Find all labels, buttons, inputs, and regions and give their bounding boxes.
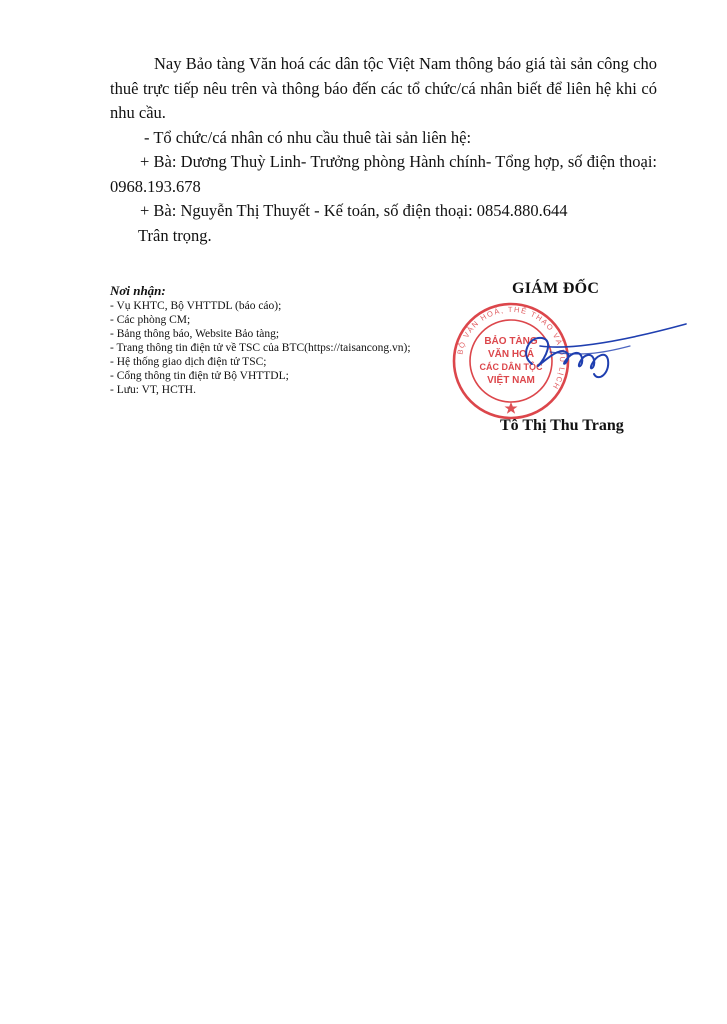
recipients-heading: Nơi nhận: — [110, 283, 166, 298]
recipient-item: - Các phòng CM; — [110, 314, 191, 326]
closing-line: Trân trọng. — [138, 225, 212, 245]
contact-intro: - Tổ chức/cá nhân có nhu cầu thuê tài sản liên hệ: — [144, 127, 472, 147]
stamp-line-2: VĂN HOÁ — [487, 349, 535, 360]
handwritten-signature-icon — [510, 316, 690, 386]
recipients-block — [110, 284, 450, 397]
stamp-line-4: VIỆT NAM — [487, 375, 535, 386]
recipient-item: - Vụ KHTC, Bộ VHTTDL (báo cáo); — [110, 300, 282, 312]
recipients-list — [110, 299, 450, 397]
announcement-paragraph: Nay Bảo tàng Văn hoá các dân tộc Việt Nam thông báo giá tài sản công cho thuê trực tiếp nêu trên và thông báo đến các tổ chức/cá nhân biết để liên hệ khi có nhu cầu. — [110, 54, 657, 122]
signer-title: GIÁM ĐỐC — [512, 280, 600, 297]
recipient-item: - Cổng thông tin điện tử Bộ VHTTDL; — [110, 370, 289, 382]
recipient-item: - Bảng thông báo, Website Bảo tàng; — [110, 328, 280, 340]
signer-name: Tô Thị Thu Trang — [500, 417, 624, 434]
contact-item-1: + Bà: Dương Thuỳ Linh- Trưởng phòng Hành chính- Tổng hợp, số điện thoại: 0968.193.678 — [110, 152, 657, 196]
contact-item-2: + Bà: Nguyễn Thị Thuyết - Kế toán, số điện thoại: 0854.880.644 — [140, 201, 568, 220]
stamp-star-icon — [505, 402, 518, 414]
recipient-item: - Lưu: VT, HCTH. — [110, 384, 196, 396]
stamp-line-3: CÁC DÂN TỘC — [479, 362, 543, 372]
letter-body — [110, 52, 657, 248]
stamp-ring-text: BỘ VĂN HOÁ, THỂ THAO VÀ DU LỊCH — [455, 304, 568, 392]
stamp-line-1: BẢO TÀNG — [484, 336, 538, 347]
recipient-item: - Hệ thống giao dịch điện tử TSC; — [110, 356, 267, 368]
signature-block — [440, 280, 690, 450]
recipient-item: - Trang thông tin điện tử về TSC của BTC(https://taisancong.vn); — [110, 342, 411, 354]
